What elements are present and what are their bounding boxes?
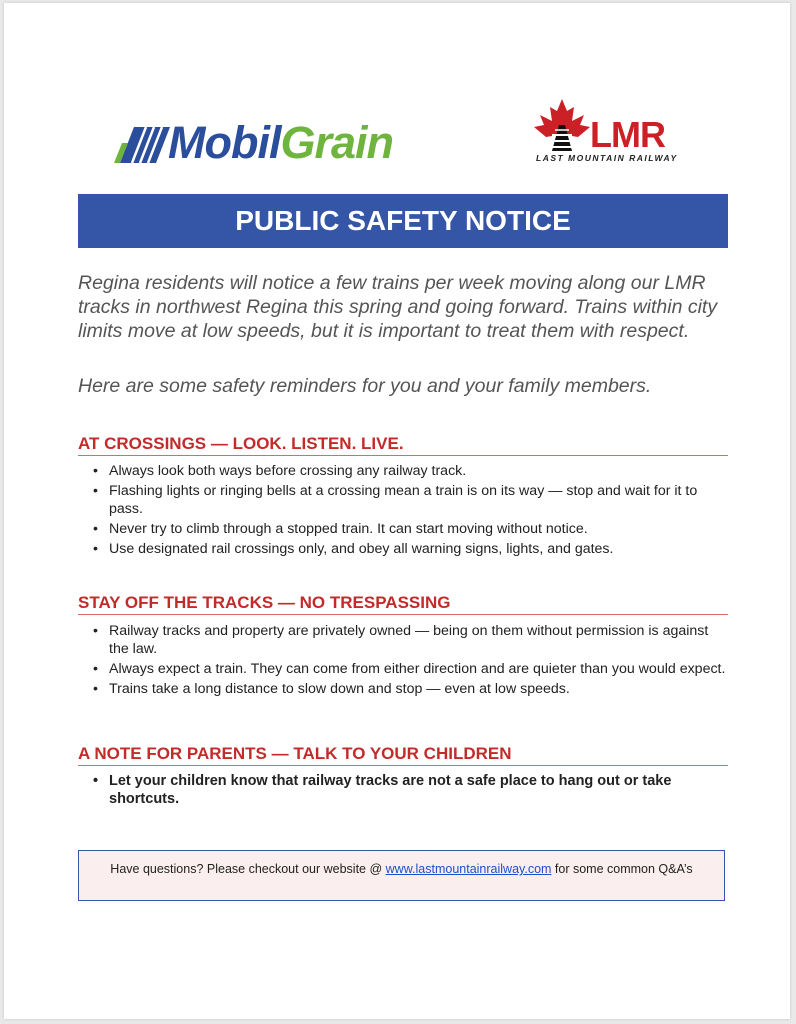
list-item: • Flashing lights or ringing bells at a crossing mean a train is on its way — stop and wait for it to pass. [90,482,730,518]
notice-page [4,3,790,1019]
list-item: • Always expect a train. They can come from either direction and are quieter than you would expect. [90,660,730,678]
section-heading-crossings: AT CROSSINGS — LOOK. LISTEN. LIVE. [78,434,728,456]
questions-text-before: Have questions? Please checkout our website @ [110,862,386,876]
website-link[interactable]: www.lastmountainrailway.com [385,862,552,876]
mobilgrain-logo [110,117,466,169]
section-heading-trespassing: STAY OFF THE TRACKS — NO TRESPASSING [78,593,728,615]
list-item: • Trains take a long distance to slow down and stop — even at low speeds. [90,680,730,698]
questions-box [78,850,725,901]
list-item: • Always look both ways before crossing any railway track. [90,462,730,480]
section-heading-parents: A NOTE FOR PARENTS — TALK TO YOUR CHILDREN [78,744,728,766]
intro-paragraph: Regina residents will notice a few trains per week moving along our LMR tracks in northwest Regina this spring and going forward. Trains within city limits move at low speeds, but it is important to treat them with respect. [78,272,718,342]
mobilgrain-wordmark: MobilGrain [168,117,394,168]
list-item: • Let your children know that railway tracks are not a safe place to hang out or take shortcuts. [90,772,730,808]
lmr-subtitle: LAST MOUNTAIN RAILWAY [536,153,678,163]
list-item: • Railway tracks and property are privately owned — being on them without permission is against the law. [90,622,730,658]
trespassing-list [90,622,730,700]
list-item: • Never try to climb through a stopped train. It can start moving without notice. [90,520,730,538]
crossings-list [90,462,730,560]
page-title: PUBLIC SAFETY NOTICE [78,194,728,248]
lmr-wordmark: LMR [590,114,665,155]
parents-list [90,772,730,810]
maple-leaf-rail-icon [530,97,594,155]
questions-text-after: for some common Q&A’s [551,862,693,876]
intro-reminder: Here are some safety reminders for you and your family members. [78,375,652,397]
lmr-logo [530,97,696,167]
mobilgrain-mark-icon [110,123,172,167]
list-item: • Use designated rail crossings only, and obey all warning signs, lights, and gates. [90,540,730,558]
